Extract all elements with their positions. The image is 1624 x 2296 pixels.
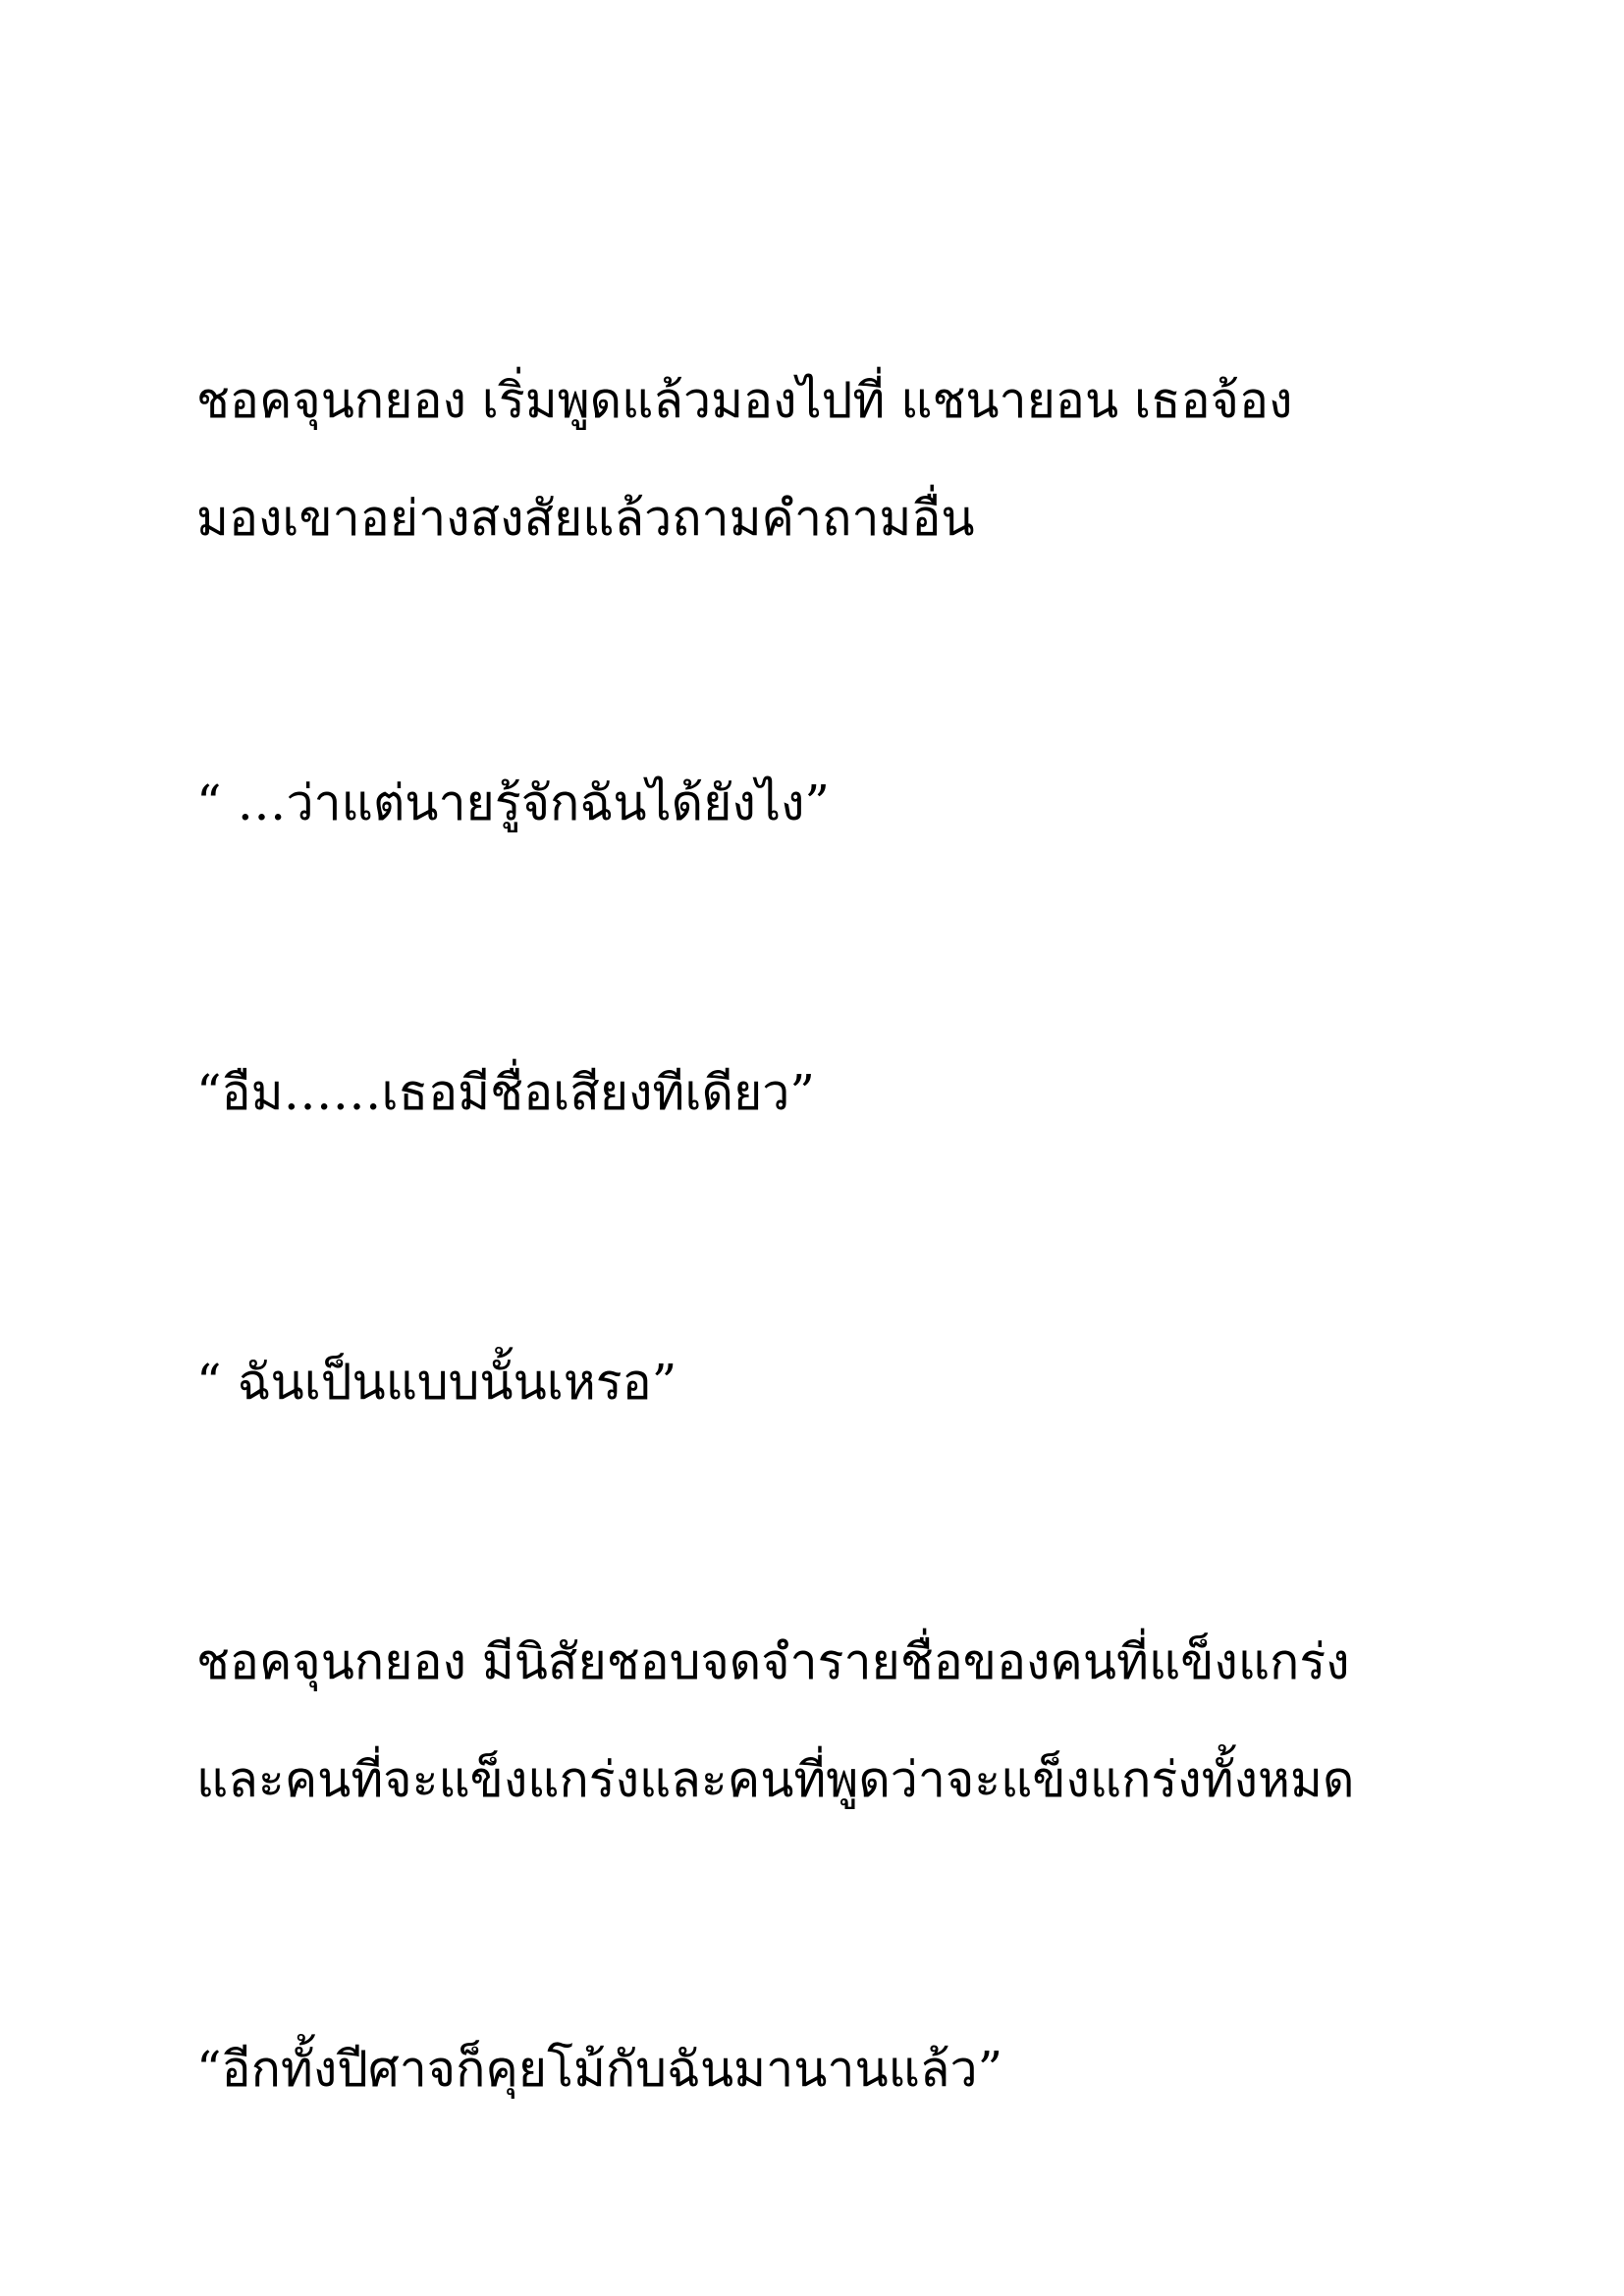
paragraph-4-line-1: “ ฉันเป็นแบบนั้นเหรอ”	[196, 1354, 677, 1411]
paragraph-5-line-1: ชอคจุนกยอง มีนิสัยชอบจดจำรายชื่อของคนที่แข็งแกร่ง	[196, 1633, 1350, 1690]
paragraph-6-line-1: “อีกทั้งปีศาจก็คุยโม้กับฉันมานานแล้ว”	[196, 2041, 1003, 2098]
paragraph-3-line-1: “อืม……เธอมีชื่อเสียงทีเดียว”	[196, 1064, 815, 1121]
paragraph-1-line-1: ชอคจุนกยอง เริ่มพูดแล้วมองไปที่ แชนายอน เธอจ้อง	[196, 372, 1293, 429]
paragraph-2-line-1: “ …ว่าแต่นายรู้จักฉันได้ยังไง”	[196, 774, 830, 831]
paragraph-1-line-2: มองเขาอย่างสงสัยแล้วถามคำถามอื่น	[196, 490, 975, 547]
paragraph-5-line-2: และคนที่จะแข็งแกร่งและคนที่พูดว่าจะแข็งแกร่งทั้งหมด	[196, 1751, 1355, 1808]
